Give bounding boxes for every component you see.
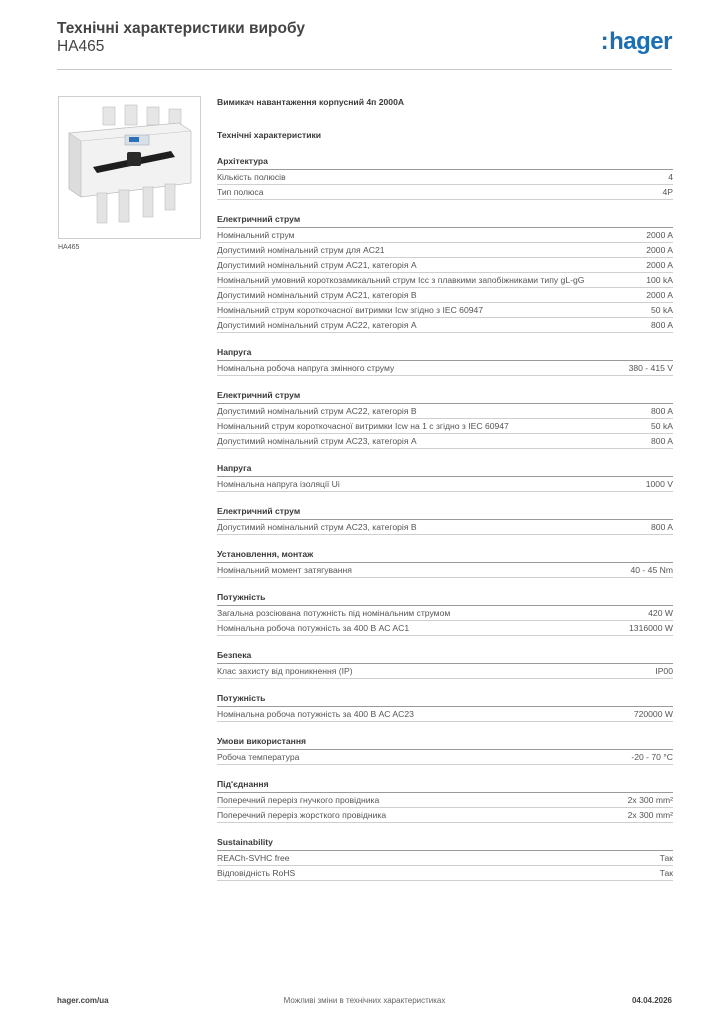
spec-row xyxy=(217,434,673,449)
spec-row xyxy=(217,477,673,492)
document-title: Вимикач навантаження корпусний 4п 2000А xyxy=(217,97,405,107)
spec-value: 1316000 W xyxy=(629,623,673,633)
spec-label: Номінальний струм xyxy=(217,230,295,240)
spec-row xyxy=(217,520,673,535)
spec-value: 2000 A xyxy=(646,245,673,255)
switch-disconnector-illustration xyxy=(59,97,200,238)
spec-value: 720000 W xyxy=(633,709,673,719)
spec-value: 4 xyxy=(668,172,673,182)
header-divider xyxy=(57,69,672,70)
spec-row xyxy=(217,404,673,419)
spec-group xyxy=(217,549,673,578)
spec-value: 40 - 45 Nm xyxy=(630,565,673,575)
spec-group xyxy=(217,736,673,765)
spec-label: Номінальний струм короткочасної витримки Icw на 1 с згідно з IEC 60947 xyxy=(217,421,509,431)
spec-group xyxy=(217,390,673,449)
spec-value: 800 A xyxy=(651,436,673,446)
spec-value: 800 A xyxy=(651,320,673,330)
spec-value: 2x 300 mm² xyxy=(627,795,673,805)
spec-label: Поперечний переріз гнучкого провідника xyxy=(217,795,380,805)
spec-value: 2000 A xyxy=(646,290,673,300)
spec-group xyxy=(217,592,673,636)
spec-groups xyxy=(217,156,673,881)
spec-row xyxy=(217,664,673,679)
footer-date: 04.04.2026 xyxy=(631,996,672,1005)
spec-label: Номінальна робоча потужність за 400 В AC AC1 xyxy=(217,623,410,633)
spec-row xyxy=(217,185,673,200)
spec-value: 800 A xyxy=(651,522,673,532)
hager-logo xyxy=(601,28,672,56)
spec-group-title: Електричний струм xyxy=(217,390,673,404)
spec-label: Номінальний умовний короткозамикальний струм Icc з плавкими запобіжниками типу gL-gG xyxy=(217,275,585,285)
specs-heading: Технічні характеристики xyxy=(217,130,322,140)
spec-label: REACh-SVHC free xyxy=(217,853,290,863)
page-title: Технічні характеристики виробу xyxy=(57,20,305,37)
spec-value: 100 kA xyxy=(646,275,673,285)
spec-row xyxy=(217,707,673,722)
spec-group-title: Напруга xyxy=(217,347,673,361)
spec-group-title: Безпека xyxy=(217,650,673,664)
spec-content xyxy=(217,97,673,881)
spec-label: Допустимий номінальний струм для AC21 xyxy=(217,245,385,255)
spec-value: Так xyxy=(659,868,673,878)
spec-label: Номінальна напруга ізоляції Ui xyxy=(217,479,340,489)
spec-label: Тип полюса xyxy=(217,187,264,197)
spec-value: 2000 A xyxy=(646,230,673,240)
spec-group-title: Електричний струм xyxy=(217,506,673,520)
spec-group xyxy=(217,506,673,535)
spec-value: IP00 xyxy=(655,666,673,676)
spec-row xyxy=(217,243,673,258)
product-image xyxy=(58,96,201,239)
spec-group-title: Установлення, монтаж xyxy=(217,549,673,563)
spec-group-title: Під'єднання xyxy=(217,779,673,793)
spec-row xyxy=(217,303,673,318)
spec-value: 4P xyxy=(662,187,673,197)
spec-value: -20 - 70 °C xyxy=(631,752,673,762)
spec-label: Допустимий номінальний струм AC21, категорія B xyxy=(217,290,417,300)
spec-label: Допустимий номінальний струм AC21, категорія A xyxy=(217,260,417,270)
spec-row xyxy=(217,563,673,578)
spec-group xyxy=(217,650,673,679)
image-caption: HA465 xyxy=(58,244,80,251)
spec-row xyxy=(217,866,673,881)
spec-group-title: Sustainability xyxy=(217,837,673,851)
spec-row xyxy=(217,419,673,434)
logo-text: hager xyxy=(609,28,672,55)
footer-url[interactable]: hager.com/ua xyxy=(57,996,109,1005)
spec-label: Клас захисту від проникнення (IP) xyxy=(217,666,353,676)
page-header xyxy=(57,20,672,68)
spec-label: Номінальна робоча потужність за 400 В AC AC23 xyxy=(217,709,414,719)
spec-group xyxy=(217,837,673,881)
spec-label: Номінальна робоча напруга змінного струму xyxy=(217,363,395,373)
spec-group xyxy=(217,463,673,492)
spec-row xyxy=(217,273,673,288)
spec-group-title: Потужність xyxy=(217,693,673,707)
spec-row xyxy=(217,621,673,636)
spec-row xyxy=(217,228,673,243)
spec-label: Допустимий номінальний струм AC23, категорія B xyxy=(217,522,417,532)
spec-value: 2000 A xyxy=(646,260,673,270)
logo-colon: : xyxy=(600,28,609,55)
product-code: HA465 xyxy=(57,38,105,55)
spec-group xyxy=(217,693,673,722)
spec-value: 2x 300 mm² xyxy=(627,810,673,820)
spec-value: 1000 V xyxy=(645,479,673,489)
spec-value: 800 A xyxy=(651,406,673,416)
spec-label: Поперечний переріз жорсткого провідника xyxy=(217,810,387,820)
spec-group-title: Умови використання xyxy=(217,736,673,750)
spec-label: Номінальний момент затягування xyxy=(217,565,352,575)
spec-group xyxy=(217,156,673,200)
spec-row xyxy=(217,258,673,273)
spec-group-title: Потужність xyxy=(217,592,673,606)
spec-row xyxy=(217,318,673,333)
spec-row xyxy=(217,851,673,866)
spec-row xyxy=(217,288,673,303)
spec-row xyxy=(217,361,673,376)
spec-value: 420 W xyxy=(648,608,673,618)
spec-label: Відповідність RoHS xyxy=(217,868,296,878)
spec-label: Допустимий номінальний струм AC22, категорія B xyxy=(217,406,417,416)
footer-disclaimer: Можливі зміни в технічних характеристиках xyxy=(283,996,446,1005)
spec-value: Так xyxy=(659,853,673,863)
spec-value: 50 kA xyxy=(651,421,673,431)
spec-group xyxy=(217,214,673,333)
spec-row xyxy=(217,606,673,621)
spec-label: Загальна розсіювана потужність під номінальним струмом xyxy=(217,608,451,618)
spec-row xyxy=(217,170,673,185)
spec-label: Допустимий номінальний струм AC23, категорія A xyxy=(217,436,417,446)
spec-label: Номінальний струм короткочасної витримки Icw згідно з IEC 60947 xyxy=(217,305,484,315)
spec-value: 50 kA xyxy=(651,305,673,315)
spec-label: Кількість полюсів xyxy=(217,172,286,182)
spec-group xyxy=(217,347,673,376)
spec-value: 380 - 415 V xyxy=(628,363,673,373)
spec-row xyxy=(217,808,673,823)
spec-group-title: Напруга xyxy=(217,463,673,477)
spec-label: Робоча температура xyxy=(217,752,300,762)
spec-row xyxy=(217,750,673,765)
spec-group-title: Електричний струм xyxy=(217,214,673,228)
spec-label: Допустимий номінальний струм AC22, категорія A xyxy=(217,320,417,330)
spec-group-title: Архітектура xyxy=(217,156,673,170)
spec-group xyxy=(217,779,673,823)
spec-row xyxy=(217,793,673,808)
